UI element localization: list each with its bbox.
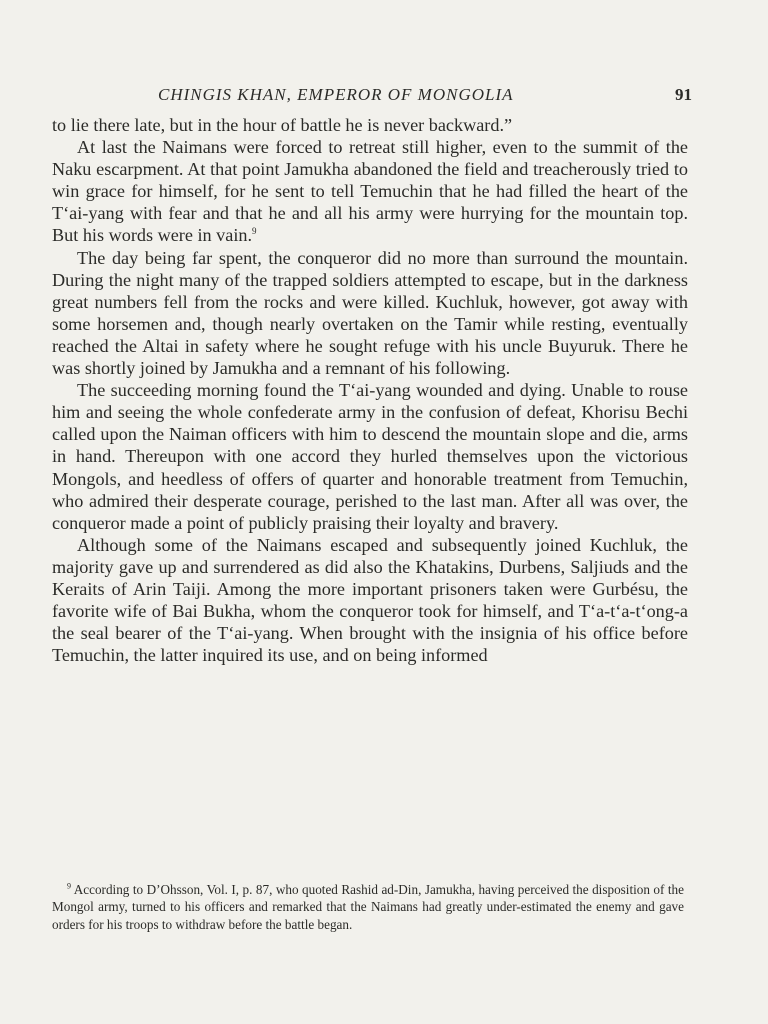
running-head (52, 84, 692, 106)
paragraph-continued (52, 114, 688, 136)
page-number: 91 (675, 85, 692, 104)
paragraph-prisoners (52, 534, 688, 667)
paragraph-text: The day being far spent, the conqueror did no more than surround the mountain. During the night many of the trapped soldiers attempted to escape, but in the darkness great numbers fell from the rocks and were killed. Kuchluk, however, got away with some horsemen and, though nearly overtaken on the Tamir while resting, eventually reached the Altai in safety where he sought refuge with his uncle Buyuruk. There he was shortly joined by Jamukha and a remnant of his following. (52, 247, 688, 379)
footnote-reference[interactable]: 9 (252, 226, 257, 237)
running-title: CHINGIS KHAN, EMPEROR OF MONGOLIA (158, 85, 514, 104)
paragraph-text: to lie there late, but in the hour of battle he is never backward.” (52, 115, 513, 135)
paragraph-night-escape (52, 247, 688, 380)
footnote (52, 881, 684, 933)
body-text (52, 114, 688, 666)
footnote-text: According to D’Ohsson, Vol. I, p. 87, who quoted Rashid ad-Din, Jamukha, having perceived the disposition of the Mongol army, turned to his officers and remarked that the Naimans had greatly under-estimated the enemy and gave orders for his troops to withdraw before the battle began. (52, 882, 684, 932)
paragraph-text: Although some of the Naimans escaped and subsequently joined Kuchluk, the majority gave up and surrendered as did also the Khatakins, Durbens, Saljiuds and the Keraits of Arin Taiji. Among the more important prisoners taken were Gurbésu, the favorite wife of Bai Bukha, whom the conqueror took for himself, and T‘a-t‘a-t‘ong-a the seal bearer of the T‘ai-yang. When brought with the insignia of his office before Temuchin, the latter inquired its use, and on being informed (52, 534, 688, 666)
paragraph-text: The succeeding morning found the T‘ai-yang wounded and dying. Unable to rouse him and seeing the whole confederate army in the confusion of defeat, Khorisu Bechi called upon the Naiman officers with him to descend the mountain slope and die, arms in hand. Thereupon with one accord they hurled themselves upon the victorious Mongols, and heedless of offers of quarter and honorable treatment from Temuchin, who admired their desperate courage, perished to the last man. After all was over, the conqueror made a point of publicly praising their loyalty and bravery. (52, 380, 688, 533)
footnote-mark: 9 (67, 881, 71, 891)
paragraph-naimans-retreat (52, 136, 688, 246)
paragraph-last-stand (52, 379, 688, 534)
paragraph-text: At last the Naimans were forced to retreat still higher, even to the summit of the Naku escarpment. At that point Jamukha abandoned the field and treacherously tried to win grace for himself, for he sent to tell Temuchin that he had filled the heart of the T‘ai-yang with fear and that he and all his army were hurrying for the mountain top. But his words were in vain. (52, 137, 688, 246)
